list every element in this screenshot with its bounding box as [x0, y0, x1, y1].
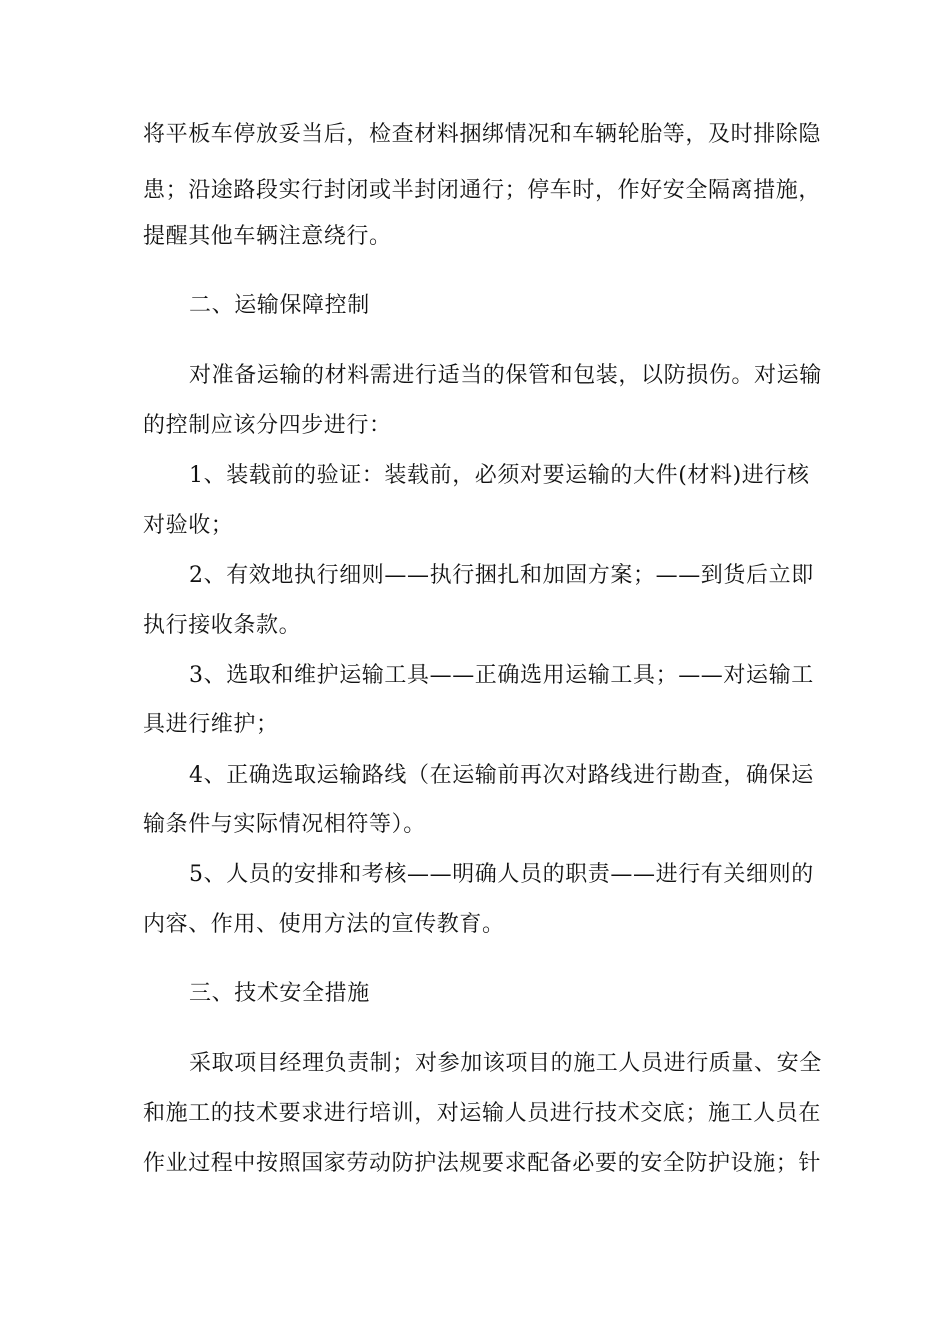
section-heading-2: 二、运输保障控制 [189, 293, 370, 318]
paragraph-2-line-2: 的控制应该分四步进行： [143, 413, 392, 438]
paragraph-3-line-3: 作业过程中按照国家劳动防护法规要求配备必要的安全防护设施；针 [143, 1151, 822, 1176]
list-item-3-line-1: 3、选取和维护运输工具——正确选用运输工具；——对运输工 [189, 663, 814, 688]
list-item-5-line-2: 内容、作用、使用方法的宣传教育。 [143, 912, 505, 937]
paragraph-2-line-1: 对准备运输的材料需进行适当的保管和包装，以防损伤。对运输 [189, 363, 822, 388]
list-item-1-line-1: 1、装载前的验证：装载前，必须对要运输的大件(材料)进行核 [189, 463, 810, 488]
list-item-2-line-2: 执行接收条款。 [143, 613, 302, 638]
list-item-4-line-1: 4、正确选取运输路线（在运输前再次对路线进行勘查，确保运 [189, 763, 814, 788]
list-item-1-line-2: 对验收； [143, 513, 234, 538]
paragraph-1-line-3: 提醒其他车辆注意绕行。 [143, 224, 392, 249]
section-heading-3: 三、技术安全措施 [189, 981, 370, 1006]
list-item-2-line-1: 2、有效地执行细则——执行捆扎和加固方案；——到货后立即 [189, 563, 814, 588]
paragraph-3-line-2: 和施工的技术要求进行培训，对运输人员进行技术交底；施工人员在 [143, 1101, 822, 1126]
paragraph-3-line-1: 采取项目经理负责制；对参加该项目的施工人员进行质量、安全 [189, 1051, 822, 1076]
paragraph-1-line-2: 患；沿途路段实行封闭或半封闭通行；停车时，作好安全隔离措施， [143, 178, 822, 203]
list-item-4-line-2: 输条件与实际情况相符等）。 [143, 812, 426, 837]
paragraph-1-line-1: 将平板车停放妥当后，检查材料捆绑情况和车辆轮胎等，及时排除隐 [143, 122, 822, 147]
list-item-5-line-1: 5、人员的安排和考核——明确人员的职责——进行有关细则的 [189, 862, 814, 887]
list-item-3-line-2: 具进行维护； [143, 712, 279, 737]
